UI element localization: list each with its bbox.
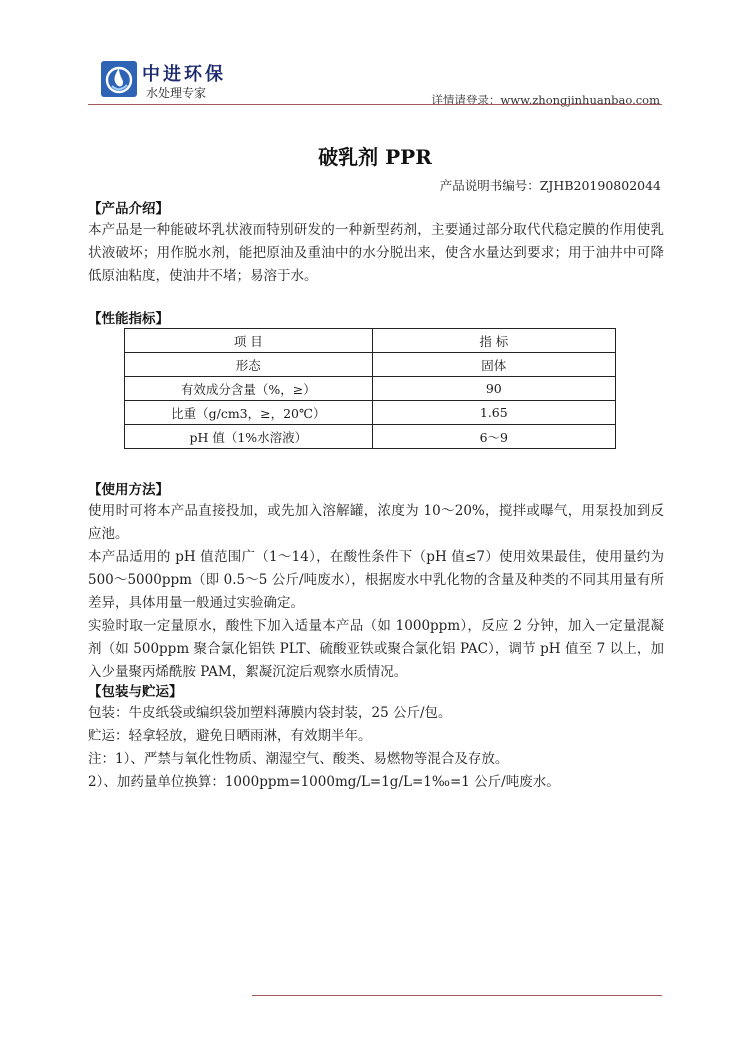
- table-cell: 有效成分含量（%，≥）: [125, 377, 373, 401]
- column-header-value: 指 标: [372, 329, 615, 353]
- spec-table: [124, 328, 616, 449]
- section-heading-specs: 【性能指标】: [88, 311, 169, 327]
- table-row: [125, 425, 616, 449]
- table-cell: 比重（g/cm3，≥，20℃）: [125, 401, 373, 425]
- packaging-line: 注：1）、严禁与氧化性物质、潮湿空气、酸类、易燃物等混合及存放。: [88, 751, 509, 767]
- table-row: [125, 377, 616, 401]
- section-heading-usage: 【使用方法】: [88, 482, 169, 498]
- packaging-body: [88, 702, 664, 794]
- brand-name: 中进环保: [142, 64, 226, 85]
- packaging-line: 2）、加药量单位换算：1000ppm=1000mg/L=1g/L=1‰=1 公斤/吨废水。: [88, 774, 560, 790]
- table-cell: 1.65: [372, 401, 615, 425]
- usage-body: [88, 500, 664, 684]
- section-heading-intro: 【产品介绍】: [88, 201, 169, 217]
- site-link[interactable]: [431, 92, 660, 108]
- brand-tagline: 水处理专家: [146, 86, 207, 100]
- table-cell: 90: [372, 377, 615, 401]
- table-cell: pH 值（1%水溶液）: [125, 425, 373, 449]
- footer-divider: [252, 995, 662, 996]
- site-prefix: 详情请登录：: [431, 93, 501, 107]
- section-heading-packaging: 【包装与贮运】: [88, 684, 183, 700]
- packaging-line: 包装：牛皮纸袋或编织袋加塑料薄膜内袋封装，25 公斤/包。: [88, 705, 452, 721]
- usage-paragraph: 本产品适用的 pH 值范围广（1～14），在酸性条件下（pH 值≤7）使用效果最佳，使用量约为 500～5000ppm（即 0.5～5 公斤/吨废水），根据废水中乳化物的含量及种类的不同其用量有所差异，具体用量一般通过实验确定。: [88, 549, 664, 611]
- table-row: [125, 353, 616, 377]
- table-cell: 6～9: [372, 425, 615, 449]
- table-cell: 形态: [125, 353, 373, 377]
- packaging-line: 贮运：轻拿轻放，避免日晒雨淋，有效期半年。: [88, 728, 372, 744]
- table-cell: 固体: [372, 353, 615, 377]
- table-header-row: [125, 329, 616, 353]
- usage-paragraph: 使用时可将本产品直接投加，或先加入溶解罐，浓度为 10～20%，搅拌或曝气，用泵投加到反应池。: [88, 503, 664, 542]
- site-url[interactable]: www.zhongjinhuanbao.com: [500, 93, 660, 107]
- header-divider: [88, 104, 662, 105]
- column-header-item: 项 目: [125, 329, 373, 353]
- intro-body: [88, 219, 664, 288]
- drop-logo-icon: [100, 60, 138, 98]
- intro-paragraph: 本产品是一种能破坏乳状液而特别研发的一种新型药剂，主要通过部分取代代稳定膜的作用使乳状液破坏；用作脱水剂，能把原油及重油中的水分脱出来，使含水量达到要求；用于油井中可降低原油粘度，使油井不堵；易溶于水。: [88, 222, 664, 284]
- document-title: 破乳剂 PPR: [318, 145, 432, 169]
- brand-logo: [100, 60, 138, 98]
- usage-paragraph: 实验时取一定量原水，酸性下加入适量本产品（如 1000ppm），反应 2 分钟，加入一定量混凝剂（如 500ppm 聚合氯化铝铁 PLT、硫酸亚铁或聚合氯化铝 PAC），调节 pH 值至 7 以上，加入少量聚丙烯酰胺 PAM，絮凝沉淀后观察水质情况。: [88, 618, 664, 680]
- document-number: 产品说明书编号：ZJHB20190802044: [439, 178, 661, 193]
- table-row: [125, 401, 616, 425]
